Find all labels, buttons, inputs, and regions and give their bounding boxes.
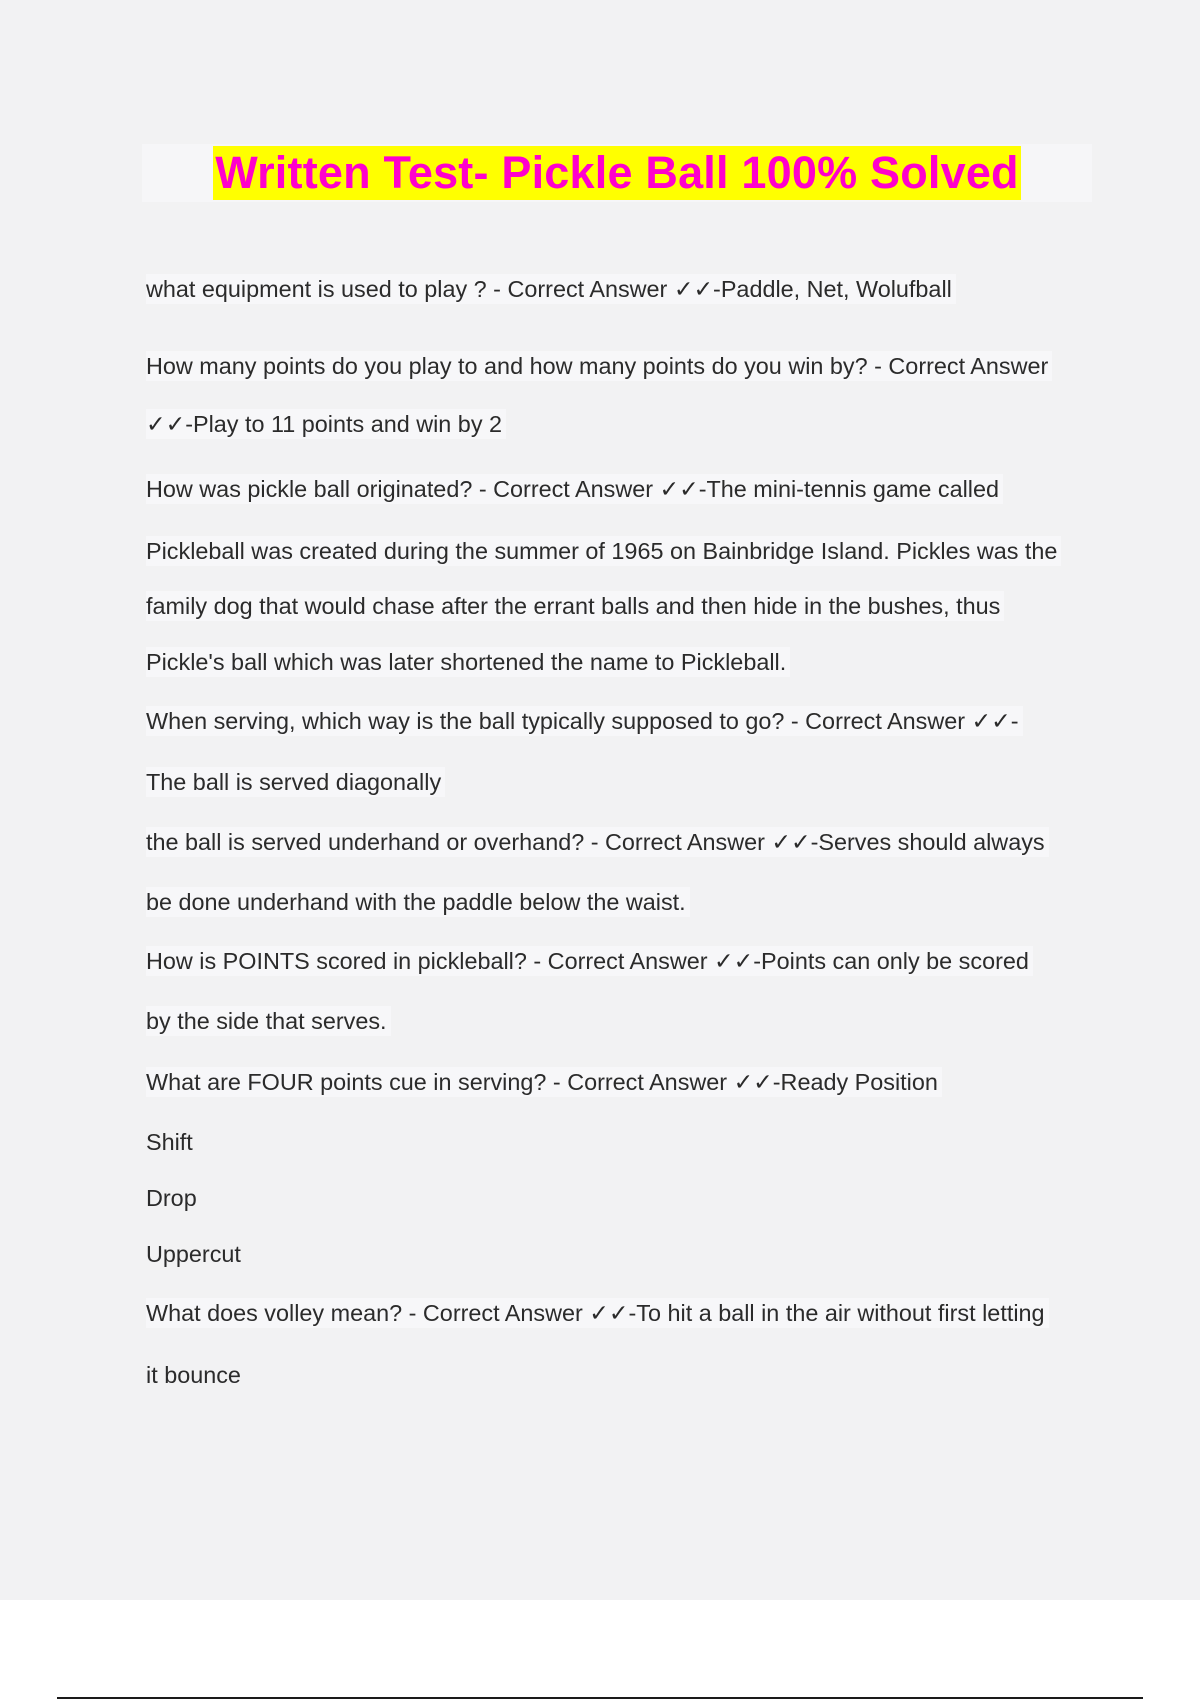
qa-line-2: How many points do you play to and how many points do you win by? - Correct Answer <box>146 351 1052 381</box>
qa-line-11: be done underhand with the paddle below the waist. <box>146 887 690 917</box>
qa-line-9: The ball is served diagonally <box>146 767 445 797</box>
qa-line-4: How was pickle ball originated? - Correct Answer ✓✓-The mini-tennis game called <box>146 474 1003 504</box>
qa-line-13: by the side that serves. <box>146 1006 391 1036</box>
qa-line-19: it bounce <box>146 1362 241 1388</box>
qa-line-6: family dog that would chase after the errant balls and then hide in the bushes, thus <box>146 591 1004 621</box>
qa-line-1: what equipment is used to play ? - Correct Answer ✓✓-Paddle, Net, Wolufball <box>146 274 956 304</box>
qa-line-15: Shift <box>146 1129 193 1155</box>
qa-line-10: the ball is served underhand or overhand? - Correct Answer ✓✓-Serves should always <box>146 827 1049 857</box>
qa-line-18: What does volley mean? - Correct Answer ✓✓-To hit a ball in the air without first letting <box>146 1298 1049 1328</box>
qa-line-16: Drop <box>146 1185 197 1211</box>
qa-line-12: How is POINTS scored in pickleball? - Correct Answer ✓✓-Points can only be scored <box>146 946 1033 976</box>
qa-line-14: What are FOUR points cue in serving? - Correct Answer ✓✓-Ready Position <box>146 1067 942 1097</box>
document-title: Written Test- Pickle Ball 100% Solved <box>215 147 1019 198</box>
title-banner <box>142 144 1092 202</box>
qa-line-17: Uppercut <box>146 1241 241 1267</box>
qa-line-5: Pickleball was created during the summer of 1965 on Bainbridge Island. Pickles was the <box>146 536 1061 566</box>
qa-line-3: ✓✓-Play to 11 points and win by 2 <box>146 409 506 439</box>
qa-line-7: Pickle's ball which was later shortened the name to Pickleball. <box>146 647 790 677</box>
qa-line-8: When serving, which way is the ball typically supposed to go? - Correct Answer ✓✓- <box>146 706 1023 736</box>
footer-divider <box>57 1697 1143 1699</box>
